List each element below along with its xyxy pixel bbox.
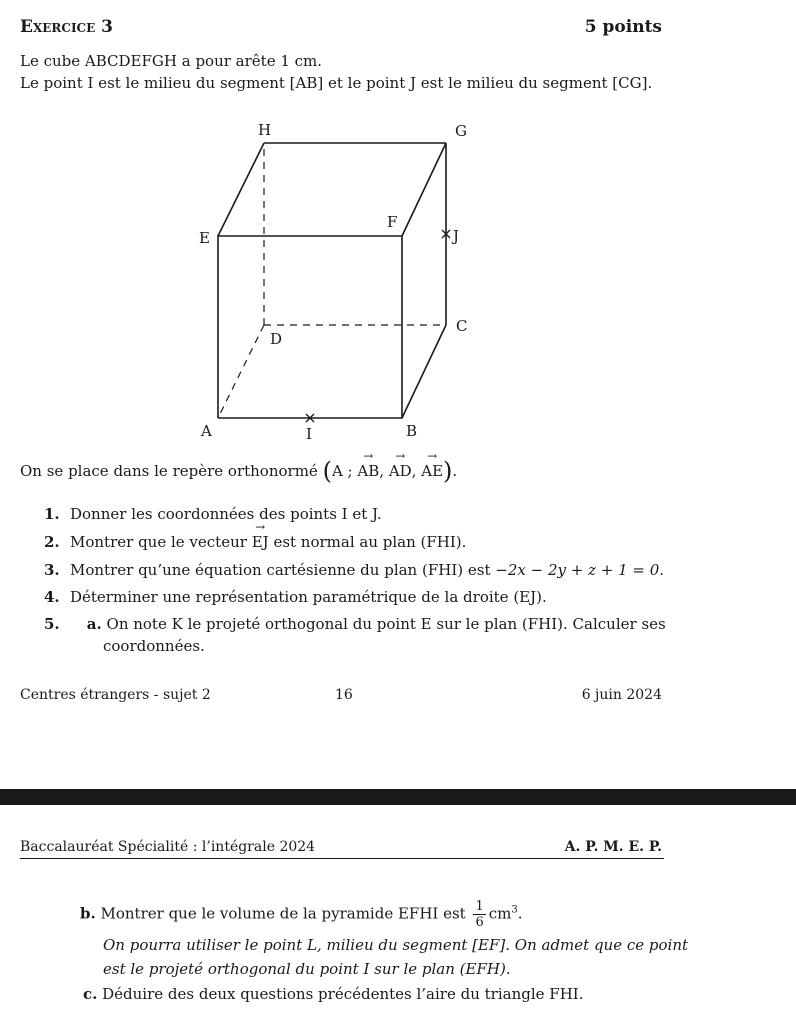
question-5a: 5. a. On note K le projeté orthogonal du point E sur le plan (FHI). Calculer ses (44, 615, 666, 633)
question-5a-line2: coordonnées. (103, 637, 205, 655)
cube-hidden-edges (218, 143, 446, 418)
question-4: 4. Déterminer une représentation paramétrique de la droite (EJ). (44, 588, 547, 606)
label-g: G (455, 122, 467, 140)
question-3: 3. Montrer qu’une équation cartésienne du plan (FHI) est −2x − 2y + z + 1 = 0. (44, 561, 665, 579)
running-header-left: Baccalauréat Spécialité : l’intégrale 2024 (20, 839, 316, 855)
question-5c: c. Déduire des deux questions précédentes l’aire du triangle FHI. (83, 985, 584, 1003)
label-f: F (387, 213, 398, 231)
question-1: 1. Donner les coordonnées des points I et J. (44, 505, 382, 523)
vector-ad: → AD (389, 462, 412, 480)
label-j: J (453, 227, 460, 245)
intro-line-1: Le cube ABCDEFGH a pour arête 1 cm. (20, 52, 323, 70)
label-e: E (199, 229, 210, 247)
intro-line-2: Le point I est le milieu du segment [AB] et le point J est le milieu du segment [CG]. (20, 74, 653, 92)
repere-sentence: On se place dans le repère orthonormé (A ; → AB, → AD, → AE). (20, 457, 457, 485)
label-b: B (406, 422, 418, 440)
label-d: D (270, 330, 283, 348)
cube-visible-edges (218, 143, 446, 418)
exercise-title: Exercice 3 (20, 17, 113, 37)
label-i: I (306, 425, 312, 443)
question-2: 2. Montrer que le vecteur → EJ est normal au plan (FHI). (44, 533, 466, 551)
label-a: A (201, 422, 212, 440)
question-5b-hint-1: On pourra utiliser le point L, milieu du segment [EF]. On admet que ce point (103, 936, 689, 954)
volume-fraction: $\frac{1}{6}$ (475, 899, 484, 930)
page-separator (0, 789, 796, 805)
plane-equation: −2x − 2y + z + 1 = 0. (495, 561, 665, 579)
label-h: H (258, 121, 272, 139)
vector-ej: → EJ (252, 533, 269, 551)
running-header-right: A. P. M. E. P. (564, 839, 662, 855)
question-5b-hint-2: est le projeté orthogonal du point I sur le plan (EFH). (103, 960, 511, 978)
vector-ae: → AE (421, 462, 443, 480)
cube-figure (0, 0, 796, 450)
footer-right: 6 juin 2024 (581, 687, 662, 703)
vector-ab: → AB (357, 462, 379, 480)
label-c: C (456, 317, 468, 335)
exercise-points: 5 points (584, 17, 662, 37)
page-number: 16 (335, 687, 353, 703)
footer-left: Centres étrangers - sujet 2 (20, 687, 211, 703)
point-markers (306, 230, 450, 422)
question-5b: b. Montrer que le volume de la pyramide EFHI est $\frac{1}{6}$ $cm^3$. (80, 899, 523, 930)
header-rule (20, 858, 664, 859)
